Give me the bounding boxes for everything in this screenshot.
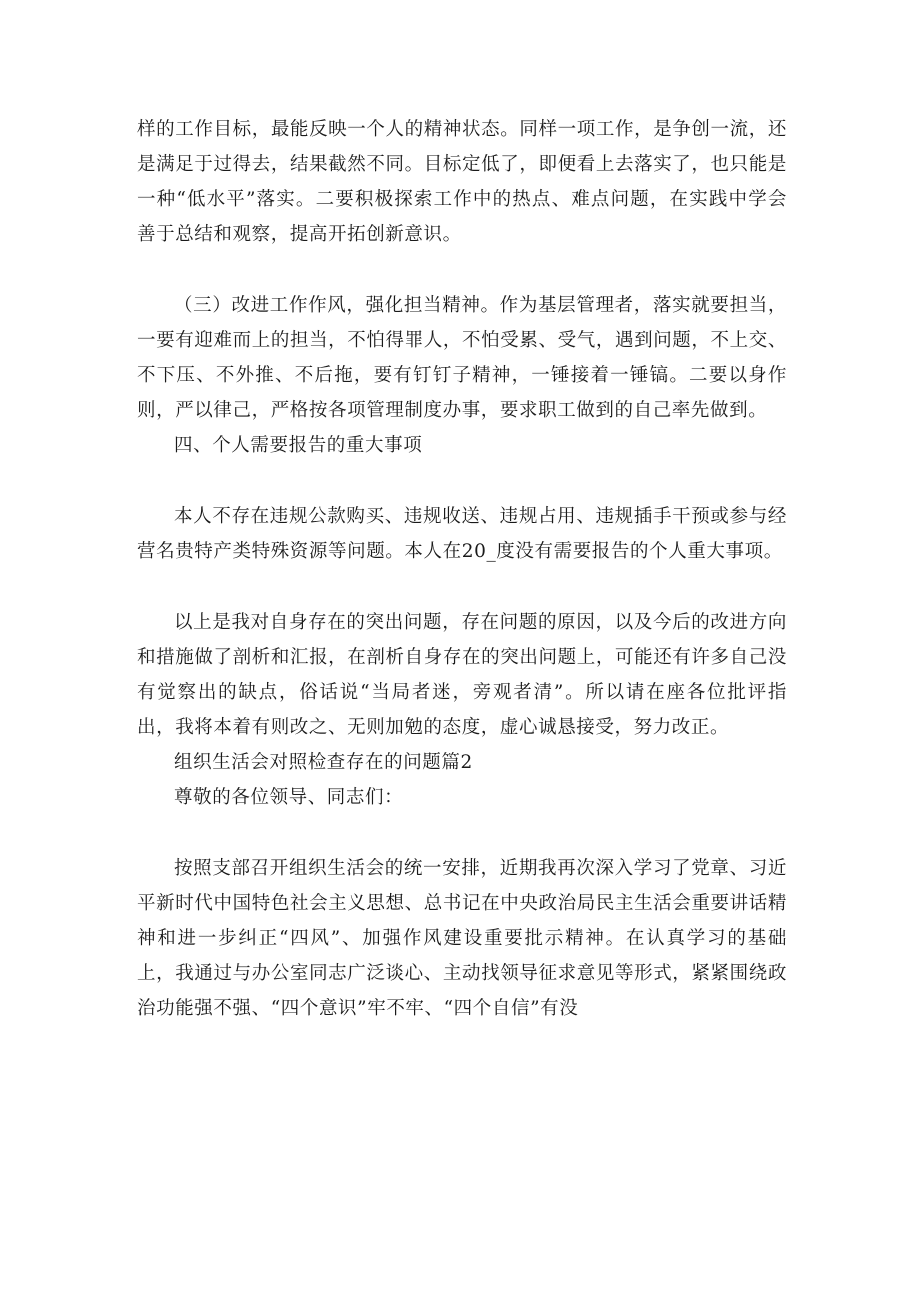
- section-heading-major-matters: 四、个人需要报告的重大事项: [174, 435, 423, 456]
- salutation: 尊敬的各位领导、同志们：: [174, 787, 404, 808]
- paragraph-personal-report: 本人不存在违规公款购买、违规收送、违规占用、违规插手干预或参与经营名贵特产类特殊资源等问题。本人在20_度没有需要报告的个人重大事项。: [137, 506, 787, 562]
- paragraph-work-style: （三）改进工作作风，强化担当精神。作为基层管理者，落实就要担当，一要有迎难而上的担当，不怕得罪人，不怕受累、受气，遇到问题，不上交、不下压、不外推、不后拖，要有钉钉子精神，一锤接着一锤镐。二要以身作则，严以律己，严格按各项管理制度办事，要求职工做到的自己率先做到。: [137, 295, 787, 421]
- document-page: [137, 112, 787, 1026]
- paragraph-study-arrangement: 按照支部召开组织生活会的统一安排，近期我再次深入学习了党章、习近平新时代中国特色社会主义思想、总书记在中央政治局民主生活会重要讲话精神和进一步纠正“四风”、加强作风建设重要批示精神。在认真学习的基础上，我通过与办公室同志广泛谈心、主动找领导征求意见等形式，紧紧围绕政治功能强不强、“四个意识”牢不牢、“四个自信”有没: [137, 858, 787, 1019]
- paragraph-work-goals: 样的工作目标，最能反映一个人的精神状态。同样一项工作，是争创一流，还是满足于过得去，结果截然不同。目标定低了，即便看上去落实了，也只能是一种“低水平”落实。二要积极探索工作中的热点、难点问题，在实践中学会善于总结和观察，提高开拓创新意识。: [137, 119, 787, 245]
- paragraph-conclusion: 以上是我对自身存在的突出问题，存在问题的原因，以及今后的改进方向和措施做了剖析和汇报，在剖析自身存在的突出问题上，可能还有许多自己没有觉察出的缺点，俗话说“当局者迷，旁观者清”。所以请在座各位批评指出，我将本着有则改之、无则加勉的态度，虚心诚恳接受，努力改正。: [137, 612, 787, 738]
- article-title-part-2: 组织生活会对照检查存在的问题篇2: [174, 752, 473, 773]
